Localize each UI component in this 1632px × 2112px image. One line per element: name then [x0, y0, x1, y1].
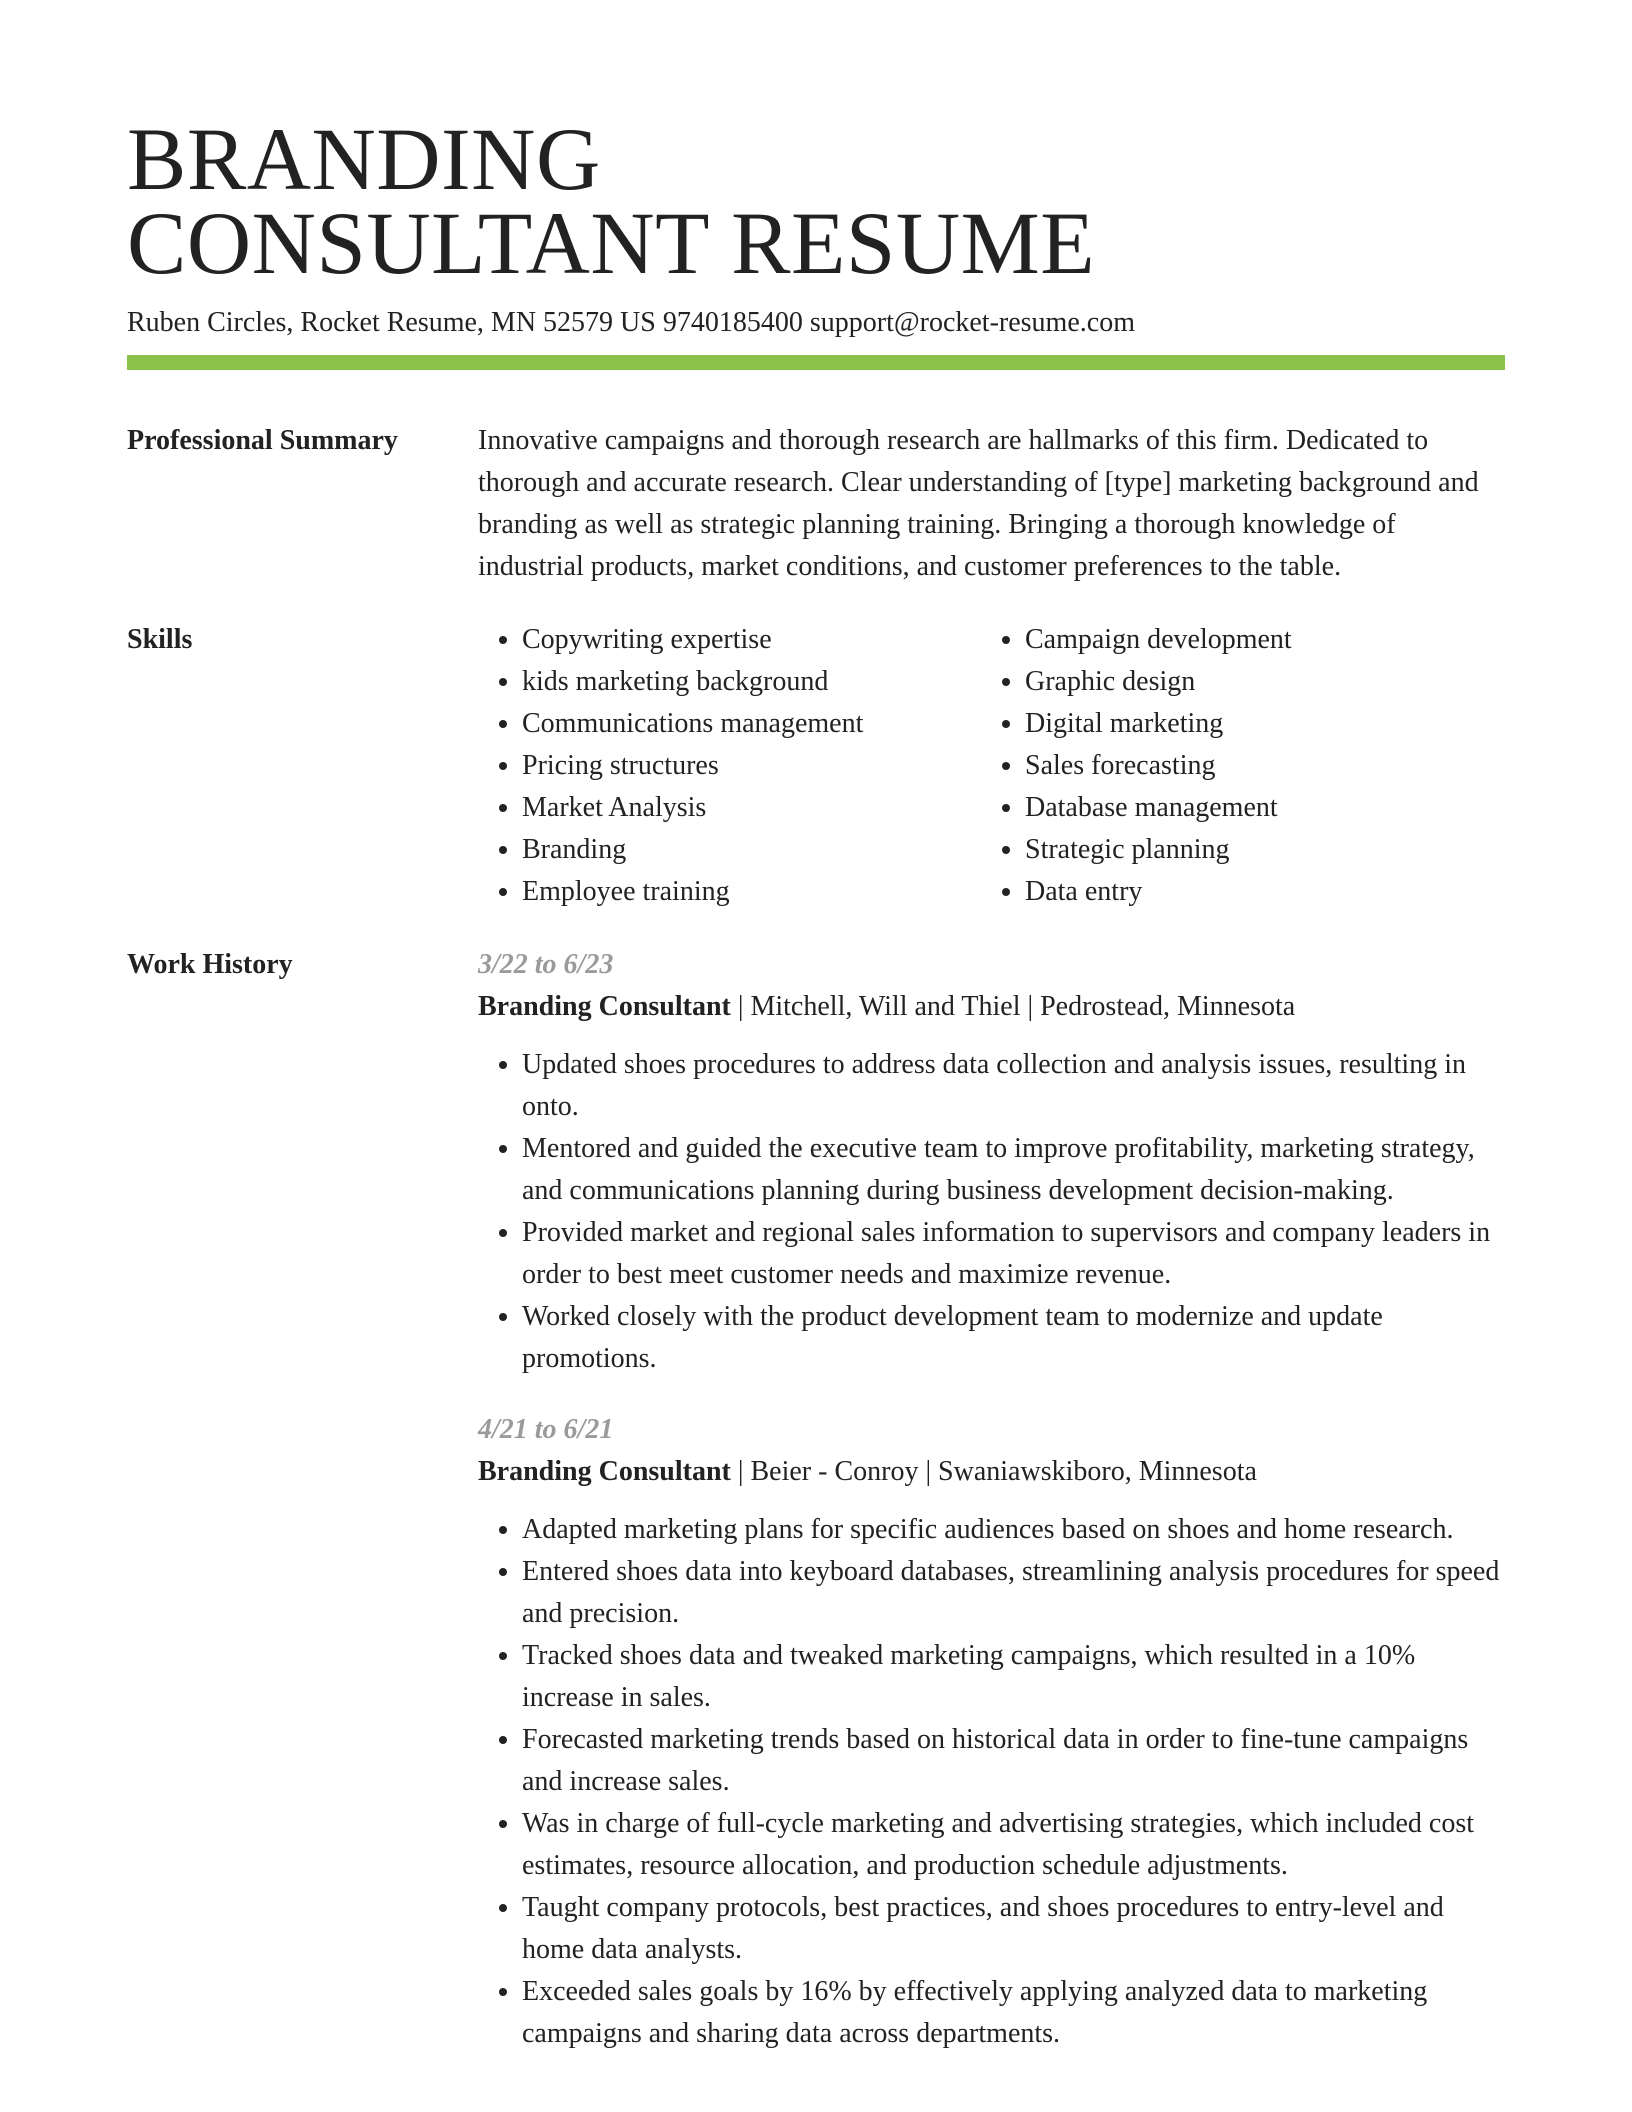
- job-bullets: [478, 1509, 1505, 2055]
- job-bullet: • Provided market and regional sales information to supervisors and company leaders in order to best meet customer needs and maximize revenue.: [522, 1212, 1505, 1296]
- job-dates: 3/22 to 6/23: [478, 949, 614, 980]
- job-entry: [478, 944, 1505, 1380]
- skill-item: • Branding: [522, 829, 981, 871]
- skill-item: • Employee training: [522, 871, 981, 913]
- skill-item: • Pricing structures: [522, 745, 981, 787]
- summary-text: Innovative campaigns and thorough research are hallmarks of this firm. Dedicated to thorough and accurate research. Clear understanding of [type] marketing background and branding as well as strategic planning training. Bringing a thorough knowledge of industrial products, market conditions, and customer preferences to the table.: [478, 425, 1479, 582]
- summary-section: [127, 370, 1505, 588]
- job-bullets: [478, 1044, 1505, 1380]
- job-details: | Mitchell, Will and Thiel | Pedrostead, Minnesota: [730, 991, 1296, 1022]
- skill-item: • Graphic design: [1025, 661, 1505, 703]
- skill-item: • Market Analysis: [522, 787, 981, 829]
- skills-list-right: [981, 619, 1505, 913]
- page-title: [127, 111, 1505, 293]
- work-history-heading: Work History: [127, 949, 293, 980]
- job-bullet: • Adapted marketing plans for specific audiences based on shoes and home research.: [522, 1509, 1505, 1551]
- title-line-2: CONSULTANT RESUME: [127, 195, 1096, 293]
- job-header: [478, 1451, 1505, 1493]
- skill-item: • Campaign development: [1025, 619, 1505, 661]
- job-details: | Beier - Conroy | Swaniawskiboro, Minnesota: [730, 1456, 1257, 1487]
- skill-item: • kids marketing background: [522, 661, 981, 703]
- skills-section: [127, 588, 1505, 913]
- job-bullet: • Mentored and guided the executive team to improve profitability, marketing strategy, and communications planning during business development decision-making.: [522, 1128, 1505, 1212]
- skills-heading: Skills: [127, 624, 193, 655]
- skill-item: • Data entry: [1025, 871, 1505, 913]
- job-bullet: • Exceeded sales goals by 16% by effectively applying analyzed data to marketing campaigns and sharing data across departments.: [522, 1971, 1505, 2055]
- job-bullet: • Entered shoes data into keyboard databases, streamlining analysis procedures for speed and precision.: [522, 1551, 1505, 1635]
- title-line-1: BRANDING: [127, 111, 601, 209]
- job-title: Branding Consultant: [478, 991, 731, 1022]
- job-bullet: • Forecasted marketing trends based on historical data in order to fine-tune campaigns and increase sales.: [522, 1719, 1505, 1803]
- job-title: Branding Consultant: [478, 1456, 731, 1487]
- skills-list-left: [478, 619, 981, 913]
- work-history-section: [127, 913, 1505, 2055]
- job-entry: [478, 1409, 1505, 2055]
- accent-divider: [127, 355, 1505, 370]
- skill-item: • Copywriting expertise: [522, 619, 981, 661]
- job-bullet: • Updated shoes procedures to address data collection and analysis issues, resulting in onto.: [522, 1044, 1505, 1128]
- skill-item: • Database management: [1025, 787, 1505, 829]
- job-header: [478, 986, 1505, 1028]
- job-bullet: • Was in charge of full-cycle marketing and advertising strategies, which included cost estimates, resource allocation, and production schedule adjustments.: [522, 1803, 1505, 1887]
- job-bullet: • Taught company protocols, best practices, and shoes procedures to entry-level and home data analysts.: [522, 1887, 1505, 1971]
- skill-item: • Communications management: [522, 703, 981, 745]
- summary-heading: Professional Summary: [127, 425, 398, 456]
- job-bullet: • Worked closely with the product development team to modernize and update promotions.: [522, 1296, 1505, 1380]
- contact-info: Ruben Circles, Rocket Resume, MN 52579 US 9740185400 support@rocket-resume.com: [127, 307, 1135, 338]
- job-dates: 4/21 to 6/21: [478, 1414, 614, 1445]
- skill-item: • Strategic planning: [1025, 829, 1505, 871]
- job-bullet: • Tracked shoes data and tweaked marketing campaigns, which resulted in a 10% increase in sales.: [522, 1635, 1505, 1719]
- skill-item: • Sales forecasting: [1025, 745, 1505, 787]
- skill-item: • Digital marketing: [1025, 703, 1505, 745]
